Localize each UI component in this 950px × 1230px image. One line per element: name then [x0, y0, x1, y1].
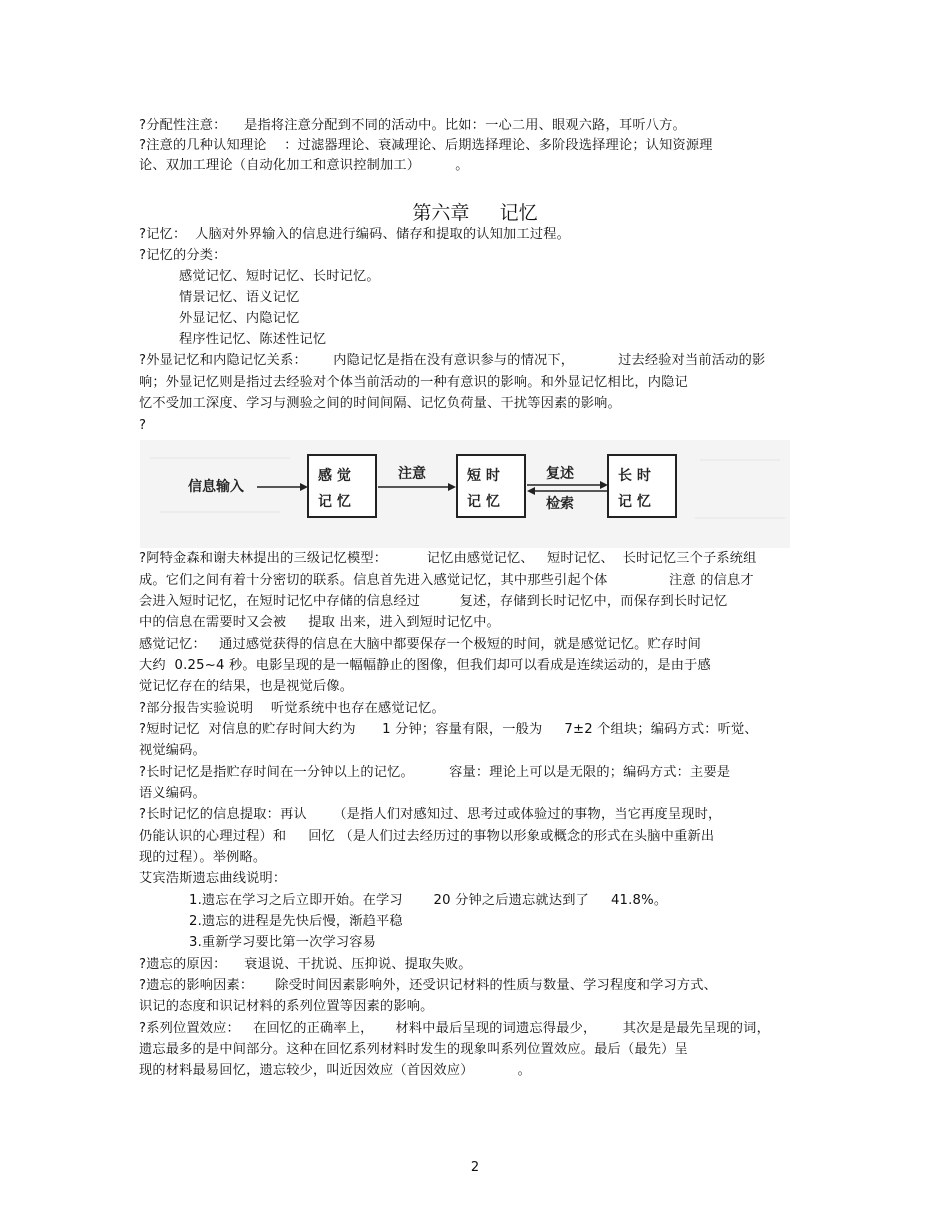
text-line: ?注意的几种认知理论 ：过滤器理论、衰减理论、后期选择理论、多阶段选择理论；认知资源理	[139, 138, 713, 153]
list-item: 情景记忆、语义记忆	[179, 290, 300, 305]
text-line: ?部分报告实验说明 听觉系统中也存在感觉记忆。	[139, 701, 445, 716]
text-line: 中的信息在需要时又会被 提取 出来，进入到短时记忆中。	[139, 615, 501, 630]
text-line: 会进入短时记忆，在短时记忆中存储的信息经过 复述，存储到长时记忆中，而保存到长时记忆	[139, 594, 728, 609]
diagram-rehearsal-label: 复述	[546, 466, 574, 482]
box-short-line1: 短 时	[467, 468, 500, 484]
text-line: 语义编码。	[139, 786, 206, 801]
text-line: ?分配性注意： 是指将注意分配到不同的活动中。比如：一心二用、眼观六路，耳听八方。	[139, 118, 686, 133]
page-number: 2	[470, 1160, 480, 1175]
text-line: 响；外显记忆则是指过去经验对个体当前活动的一种有意识的影响。和外显记忆相比，内隐记	[139, 375, 688, 390]
chapter-title: 第六章 记忆	[412, 202, 538, 224]
text-line: 觉记忆存在的结果，也是视觉后像。	[139, 679, 354, 694]
box-short-line2: 记 忆	[467, 494, 500, 510]
text-line: 现的过程）。举例略。	[139, 850, 267, 865]
text-line: ?	[139, 418, 147, 433]
text-line: 视觉编码。	[139, 743, 206, 758]
text-line: ?阿特金森和谢夫林提出的三级记忆模型： 记忆由感觉记忆、 短时记忆、 长时记忆三个子系统组	[139, 551, 757, 566]
box-long-line2: 记 忆	[618, 494, 651, 510]
text-line: 识记的态度和识记材料的系列位置等因素的影响。	[139, 999, 434, 1014]
text-line: ?记忆的分类：	[139, 248, 227, 263]
text-line: 忆不受加工深度、学习与测验之间的时间间隔、记忆负荷量、干扰等因素的影响。	[139, 396, 621, 411]
text-line: ?系列位置效应： 在回忆的正确率上， 材料中最后呈现的词遗忘得最少， 其次是是最先呈现的词，	[139, 1021, 770, 1036]
list-item: 2.遗忘的进程是先快后慢，渐趋平稳	[189, 914, 403, 929]
text-line: ?遗忘的原因： 衰退说、干扰说、压抑说、提取失败。	[139, 957, 472, 972]
text-line: ?记忆： 人脑对外界输入的信息进行编码、储存和提取的认知加工过程。	[139, 227, 570, 242]
text-line: 遗忘最多的是中间部分。这种在回忆系列材料时发生的现象叫系列位置效应。最后（最先）呈	[139, 1042, 688, 1057]
list-item: 1.遗忘在学习之后立即开始。在学习 20 分钟之后遗忘就达到了 41.8%。	[189, 893, 668, 908]
box-sensory-line2: 记 忆	[318, 494, 351, 510]
text-line: 论、双加工理论（自动化加工和意识控制加工） 。	[139, 158, 469, 173]
box-sensory-line1: 感 觉	[318, 468, 351, 484]
text-line: ?外显记忆和内隐记忆关系： 内隐记忆是指在没有意识参与的情况下， 过去经验对当前活动的影	[139, 353, 766, 368]
diagram-input-label: 信息输入	[188, 479, 244, 495]
text-line: 大约 0.25~4 秒。电影呈现的是一幅幅静止的图像，但我们却可以看成是连续运动的，是由于感	[139, 658, 711, 673]
text-line: ?长时记忆是指贮存时间在一分钟以上的记忆。 容量：理论上可以是无限的；编码方式：主要是	[139, 765, 731, 780]
diagram-attention-label: 注意	[398, 466, 426, 482]
text-line: 成。它们之间有着十分密切的联系。信息首先进入感觉记忆，其中那些引起个体 注意 的信息才	[139, 573, 754, 588]
list-item: 3.重新学习要比第一次学习容易	[189, 935, 377, 950]
text-line: 感觉记忆： 通过感觉获得的信息在大脑中都要保存一个极短的时间，就是感觉记忆。贮存时间	[139, 637, 702, 652]
text-line: ?遗忘的影响因素： 除受时间因素影响外，还受识记材料的性质与数量、学习程度和学习方式、	[139, 978, 718, 993]
diagram-retrieval-label: 检索	[546, 496, 574, 512]
list-item: 外显记忆、内隐记忆	[179, 311, 300, 326]
list-item: 感觉记忆、短时记忆、长时记忆。	[179, 269, 380, 284]
text-line: 仍能认识的心理过程）和 回忆 （是人们过去经历过的事物以形象或概念的形式在头脑中重新出	[139, 829, 715, 844]
text-line: ?短时记忆 对信息的贮存时间大约为 1 分钟；容量有限，一般为 7±2 个组块；编码方式：听觉、	[139, 722, 758, 737]
box-long-line1: 长 时	[618, 468, 651, 484]
list-item: 程序性记忆、陈述性记忆	[179, 332, 327, 347]
text-line: ?长时记忆的信息提取：再认 （是指人们对感知过、思考过或体验过的事物，当它再度呈现时，	[139, 807, 722, 822]
memory-model-diagram	[140, 440, 790, 548]
text-line: 艾宾浩斯遗忘曲线说明：	[139, 871, 287, 886]
text-line: 现的材料最易回忆，遗忘较少，叫近因效应（首因效应） 。	[139, 1063, 531, 1078]
